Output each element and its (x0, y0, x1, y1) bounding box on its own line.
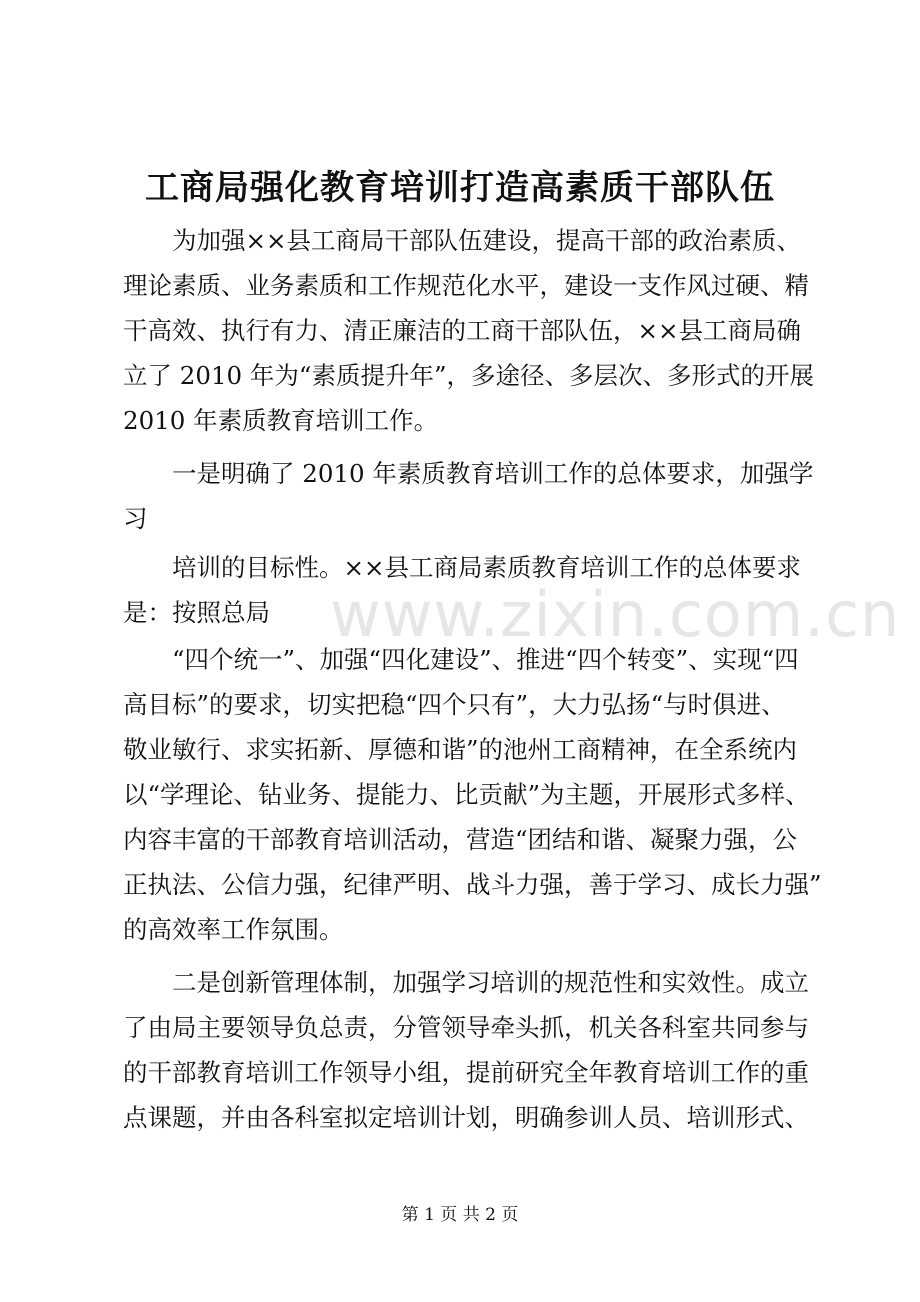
paragraph-line: 以“学理论、钻业务、提能力、比贡献”为主题，开展形式多样、 (123, 780, 810, 809)
paragraph-line: 二是创新管理体制，加强学习培训的规范性和实效性。成立 (172, 968, 809, 997)
paragraph-line: 培训的目标性。××县工商局素质教育培训工作的总体要求 (172, 553, 802, 582)
paragraph-line: 点课题，并由各科室拟定培训计划，明确参训人员、培训形式、 (123, 1103, 809, 1132)
watermark-text: www.zixin.com.cn (330, 578, 901, 651)
document-body (123, 218, 823, 1148)
paragraph-line: 2010 年素质教育培训工作。 (123, 406, 439, 435)
document-title: 工商局强化教育培训打造高素质干部队伍 (145, 168, 775, 208)
paragraph-intro (123, 218, 823, 443)
paragraph-line: 了由局主要领导负总责，分管领导牵头抓，机关各科室共同参与 (123, 1013, 809, 1042)
paragraph-line: 立了 2010 年为“素质提升年”，多途径、多层次、多形式的开展 (123, 361, 814, 390)
paragraph-line: 一是明确了 2010 年素质教育培训工作的总体要求，加强学 (172, 459, 814, 488)
paragraph-line: 习 (123, 504, 148, 533)
paragraph-point-one (123, 451, 823, 541)
paragraph-line: 理论素质、业务素质和工作规范化水平，建设一支作风过硬、精 (123, 271, 809, 300)
paragraph-line: 的干部教育培训工作领导小组，提前研究全年教育培训工作的重 (123, 1058, 809, 1087)
paragraph-line: 是：按照总局 (123, 598, 270, 627)
paragraph-line: 为加强××县工商局干部队伍建设，提高干部的政治素质、 (172, 226, 802, 255)
paragraph-line: 干高效、执行有力、清正廉洁的工商干部队伍，××县工商局确 (123, 316, 802, 345)
paragraph-line: 的高效率工作氛围。 (123, 915, 344, 944)
paragraph-line: 敬业敏行、求实拓新、厚德和谐”的池州工商精神，在全系统内 (123, 735, 798, 764)
paragraph-line: 高目标”的要求，切实把稳“四个只有”，大力弘扬“与时俱进、 (123, 690, 786, 719)
paragraph-point-two (123, 960, 823, 1140)
paragraph-requirements (123, 637, 823, 952)
paragraph-line: 内容丰富的干部教育培训活动，营造“团结和谐、凝聚力强，公 (123, 825, 798, 854)
paragraph-line: “四个统一”、加强“四化建设”、推进“四个转变”、实现“四 (172, 645, 799, 674)
page-number-footer: 第 1 页 共 2 页 (401, 1205, 519, 1225)
paragraph-line: 正执法、公信力强，纪律严明、战斗力强，善于学习、成长力强” (123, 870, 822, 899)
paragraph-training-goal (123, 545, 823, 635)
